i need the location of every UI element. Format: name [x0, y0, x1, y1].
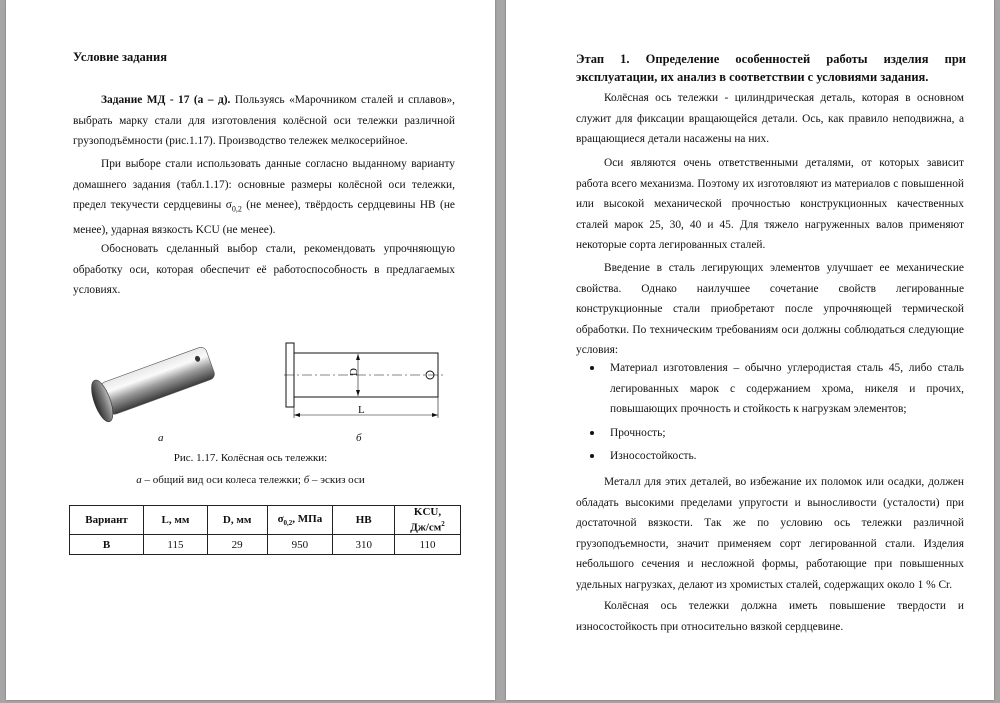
- justification-paragraph: Обосновать сделанный выбор стали, рекомендовать упрочняющую обработку оси, которая обеспечит её работоспособность в предлагаемых условиях.: [73, 243, 455, 297]
- bullet-icon: [590, 454, 594, 458]
- axle-3d-image: [76, 338, 226, 423]
- table-row: [70, 535, 461, 555]
- list-item: [580, 423, 964, 444]
- dimension-l-label: L: [358, 404, 365, 416]
- table-cell: 115: [144, 535, 208, 555]
- table-cell: 110: [395, 535, 461, 555]
- table-header: D, мм: [207, 506, 267, 535]
- table-cell: 310: [333, 535, 395, 555]
- caption-text-a: – общий вид оси колеса тележки;: [141, 474, 304, 486]
- sigma-subscript: 0,2: [231, 204, 242, 214]
- figure-label-b: б: [356, 432, 362, 444]
- kcu-unit-sup: 2: [441, 520, 445, 529]
- list-item-text: Износостойкость.: [610, 450, 697, 463]
- paragraph-5: Колёсная ось тележки должна иметь повышение твердости и износостойкость при относительно вязкой сердцевине.: [576, 600, 964, 633]
- document-page-left: [6, 0, 495, 700]
- paragraph-2: Оси являются очень ответственными деталями, от которых зависит работа всего механизма. Поэтому их изготовляют из материалов с повышенной или высокой механической прочностью конструкционных качественных сталей марок 25, 30, 40 и 45. Для тяжело нагруженных валов применяют некоторые сорта легированных сталей.: [576, 157, 964, 252]
- table-header: Вариант: [70, 506, 144, 535]
- sigma-symbol: σ: [277, 512, 284, 525]
- list-item-text: Материал изготовления – обычно углеродистая сталь 45, либо сталь легированных марок с содержанием хрома, никеля и прочих, повышающих прочность и стойкость к нагрузкам элементов;: [610, 362, 964, 416]
- variant-table: [69, 505, 461, 555]
- list-item: [580, 446, 964, 467]
- table-header: [395, 506, 461, 535]
- dimension-d-label: D: [347, 368, 360, 376]
- bullet-icon: [590, 431, 594, 435]
- table-header: [267, 506, 333, 535]
- table-cell: 29: [207, 535, 267, 555]
- conditions-text-a: При выборе стали использовать данные согласно выданному варианту домашнего задания (табл.1.17): основные размеры колёсной оси тележки, предел текучести сердцевины σ: [73, 158, 455, 212]
- figure-label-a: а: [158, 432, 164, 444]
- paragraph-1: Колёсная ось тележки - цилиндрическая деталь, которая в основном служит для фиксации вращающейся детали. Ось, как правило неподвижна, а вращающиеся детали насажены на них.: [576, 92, 964, 146]
- sigma-sub: 0,2: [283, 519, 293, 528]
- caption-letter-a: а: [136, 474, 142, 486]
- kcu-label: KCU,: [413, 506, 442, 519]
- section-heading: Условие задания: [73, 50, 167, 64]
- paragraph-3: Введение в сталь легирующих элементов улучшает ее механические свойства. Однако наилучшее сочетание свойств легированные конструкционные стали приобретают после упрочняющей термической обработки. По техническим требованиям оси должны соблюдаться следующие условия:: [576, 262, 964, 357]
- list-item: [580, 358, 964, 420]
- bullet-icon: [590, 366, 594, 370]
- task-paragraph: [73, 90, 455, 152]
- table-header: L, мм: [144, 506, 208, 535]
- figure-caption-line2: [6, 474, 495, 486]
- conditions-paragraph: [73, 154, 455, 241]
- task-title: Задание МД - 17 (а – д).: [101, 94, 231, 106]
- task-text: Пользуясь «Марочником сталей и сплавов», выбрать марку стали для изготовления колёсной оси тележки различной грузоподъёмности (рис.1.17). Производство тележек мелкосерийное.: [73, 94, 455, 148]
- table-header: НВ: [333, 506, 395, 535]
- sigma-unit: , МПа: [292, 512, 323, 525]
- conditions-text-b: (не менее), твёрдость сердцевины НВ (не менее), ударная вязкость KCU (не менее).: [73, 199, 455, 237]
- table-cell: В: [70, 535, 144, 555]
- stage-heading: Этап 1. Определение особенностей работы изделия при эксплуатации, их анализ в соответствии с условиями задания.: [576, 52, 966, 84]
- caption-text-b: – эскиз оси: [309, 474, 365, 486]
- caption-letter-b: б: [303, 474, 310, 486]
- list-item-text: Прочность;: [610, 426, 666, 439]
- kcu-unit: Дж/см: [410, 521, 442, 534]
- document-page-right: [506, 0, 994, 700]
- figure-caption-line1: Рис. 1.17. Колёсная ось тележки:: [173, 452, 328, 464]
- paragraph-4: Металл для этих деталей, во избежание их поломок или осадки, должен обладать высокими пределами упругости и выносливости (усталости) при достаточной вязкости. Так же по условию ось тележки различной грузоподъемности, значит применяем сорт легированной стали. Изделия небольшого сечения и несложной формы, работающие при повышенных удельных нагрузках, делают из хромистых сталей, содержащих около 1 % Cr.: [576, 476, 964, 591]
- requirements-list: [580, 358, 964, 467]
- table-cell: 950: [267, 535, 333, 555]
- table-header-row: [70, 506, 461, 535]
